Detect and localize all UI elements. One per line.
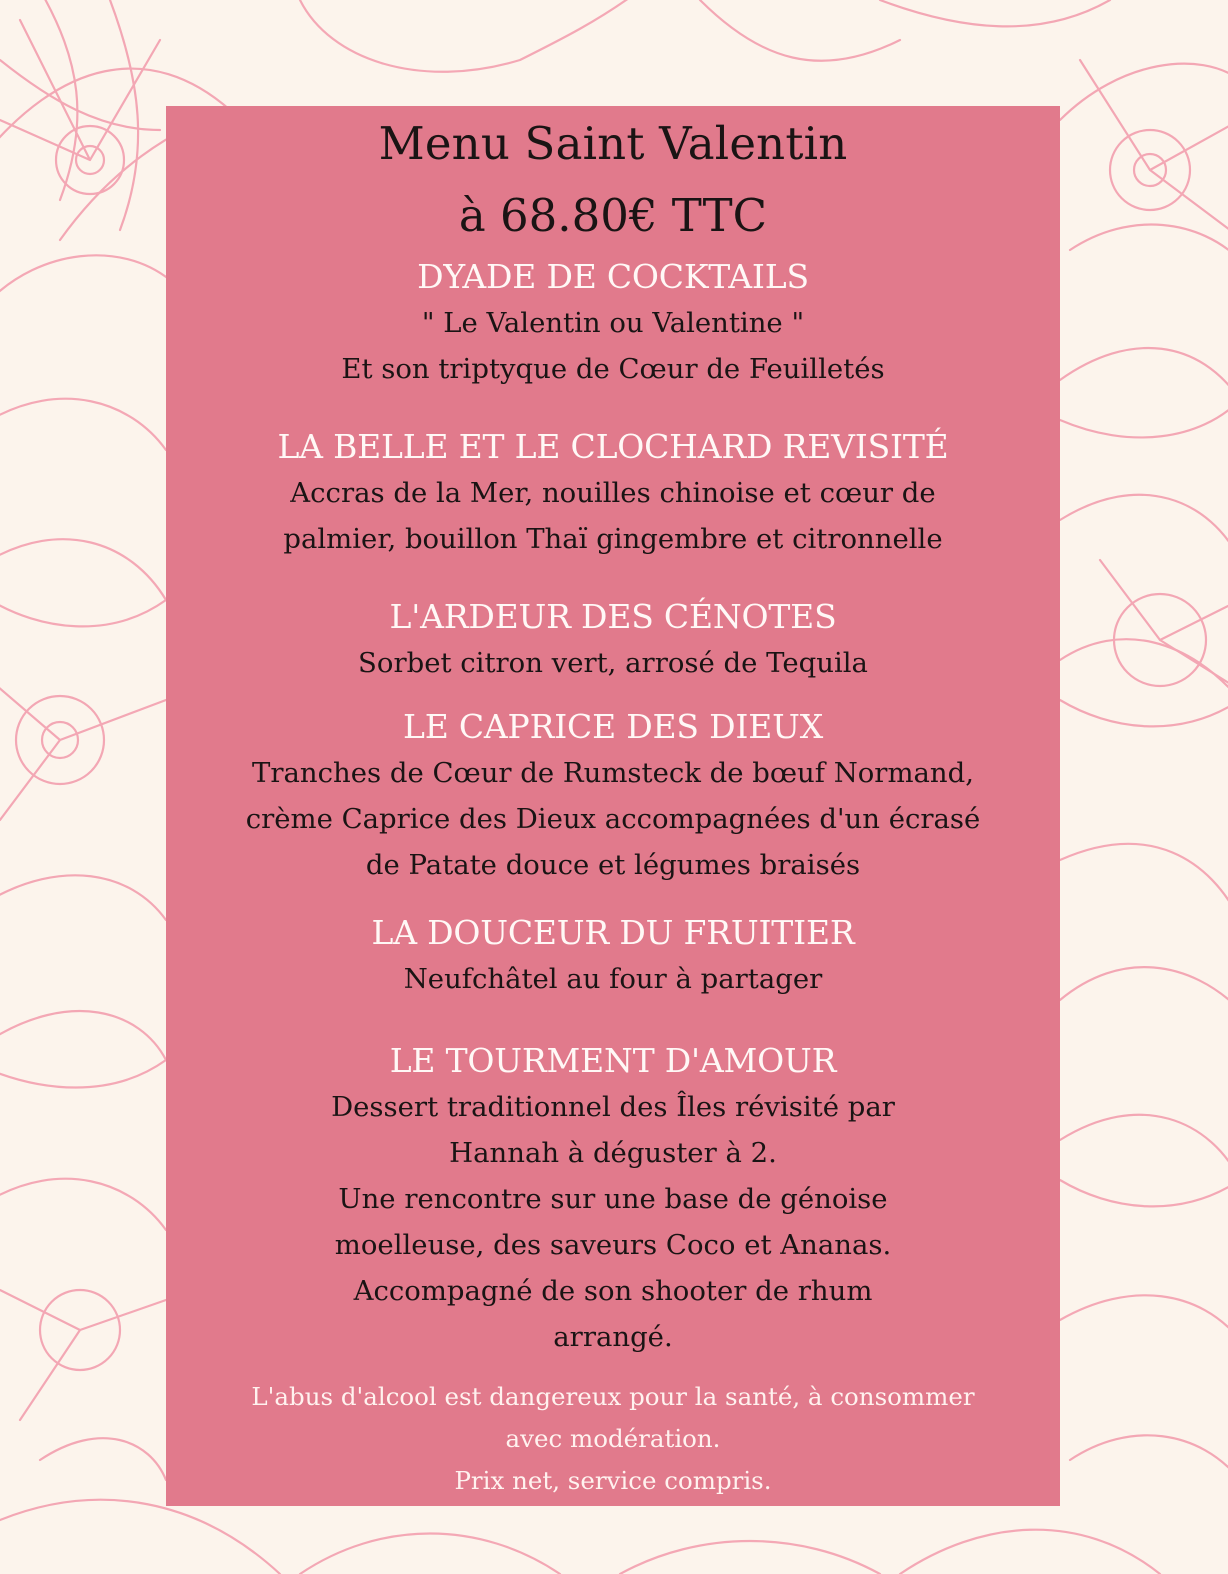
course-description-line: Une rencontre sur une base de génoise xyxy=(338,1183,888,1215)
course-description-line: Sorbet citron vert, arrosé de Tequila xyxy=(358,647,868,679)
course-description-line: Accras de la Mer, nouilles chinoise et cœur de xyxy=(290,477,936,509)
course-heading: LA DOUCEUR DU FRUITIER xyxy=(371,913,855,952)
course-description-line: Hannah à déguster à 2. xyxy=(449,1137,777,1169)
course-description-line: Neufchâtel au four à partager xyxy=(403,963,823,995)
menu-title: Menu Saint Valentin xyxy=(378,117,848,170)
course-section-5 xyxy=(166,910,1060,1002)
course-description-line: Accompagné de son shooter de rhum xyxy=(353,1275,873,1307)
course-description-line: " Le Valentin ou Valentine " xyxy=(421,307,805,339)
course-description-line: crème Caprice des Dieux accompagnées d'un écrasé xyxy=(245,803,981,835)
menu-price: à 68.80€ TTC xyxy=(458,189,768,242)
course-heading: L'ARDEUR DES CÉNOTES xyxy=(389,597,837,636)
course-heading: DYADE DE COCKTAILS xyxy=(417,257,809,296)
course-description-line: Et son triptyque de Cœur de Feuilletés xyxy=(341,353,885,385)
course-heading: LE TOURMENT D'AMOUR xyxy=(389,1041,837,1080)
course-section-1 xyxy=(166,254,1060,392)
disclaimer-line: L'abus d'alcool est dangereux pour la santé, à consommer xyxy=(251,1382,975,1411)
course-section-2 xyxy=(166,424,1060,562)
course-description-line: arrangé. xyxy=(553,1321,673,1353)
disclaimer-line: avec modération. xyxy=(505,1424,721,1453)
course-description-line: moelleuse, des saveurs Coco et Ananas. xyxy=(334,1229,892,1261)
menu-card xyxy=(166,106,1060,1506)
course-heading: LE CAPRICE DES DIEUX xyxy=(402,707,824,746)
course-section-6 xyxy=(166,1038,1060,1360)
course-description-line: de Patate douce et légumes braisés xyxy=(365,849,861,881)
course-description-line: palmier, bouillon Thaï gingembre et citronnelle xyxy=(283,523,943,555)
course-heading: LA BELLE ET LE CLOCHARD REVISITÉ xyxy=(277,427,949,466)
course-description-line: Tranches de Cœur de Rumsteck de bœuf Normand, xyxy=(252,757,974,789)
disclaimer-block xyxy=(166,1376,1060,1502)
course-section-3 xyxy=(166,594,1060,686)
course-section-4 xyxy=(166,704,1060,888)
disclaimer-line: Prix net, service compris. xyxy=(454,1466,772,1495)
course-description-line: Dessert traditionnel des Îles révisité par xyxy=(331,1091,895,1123)
